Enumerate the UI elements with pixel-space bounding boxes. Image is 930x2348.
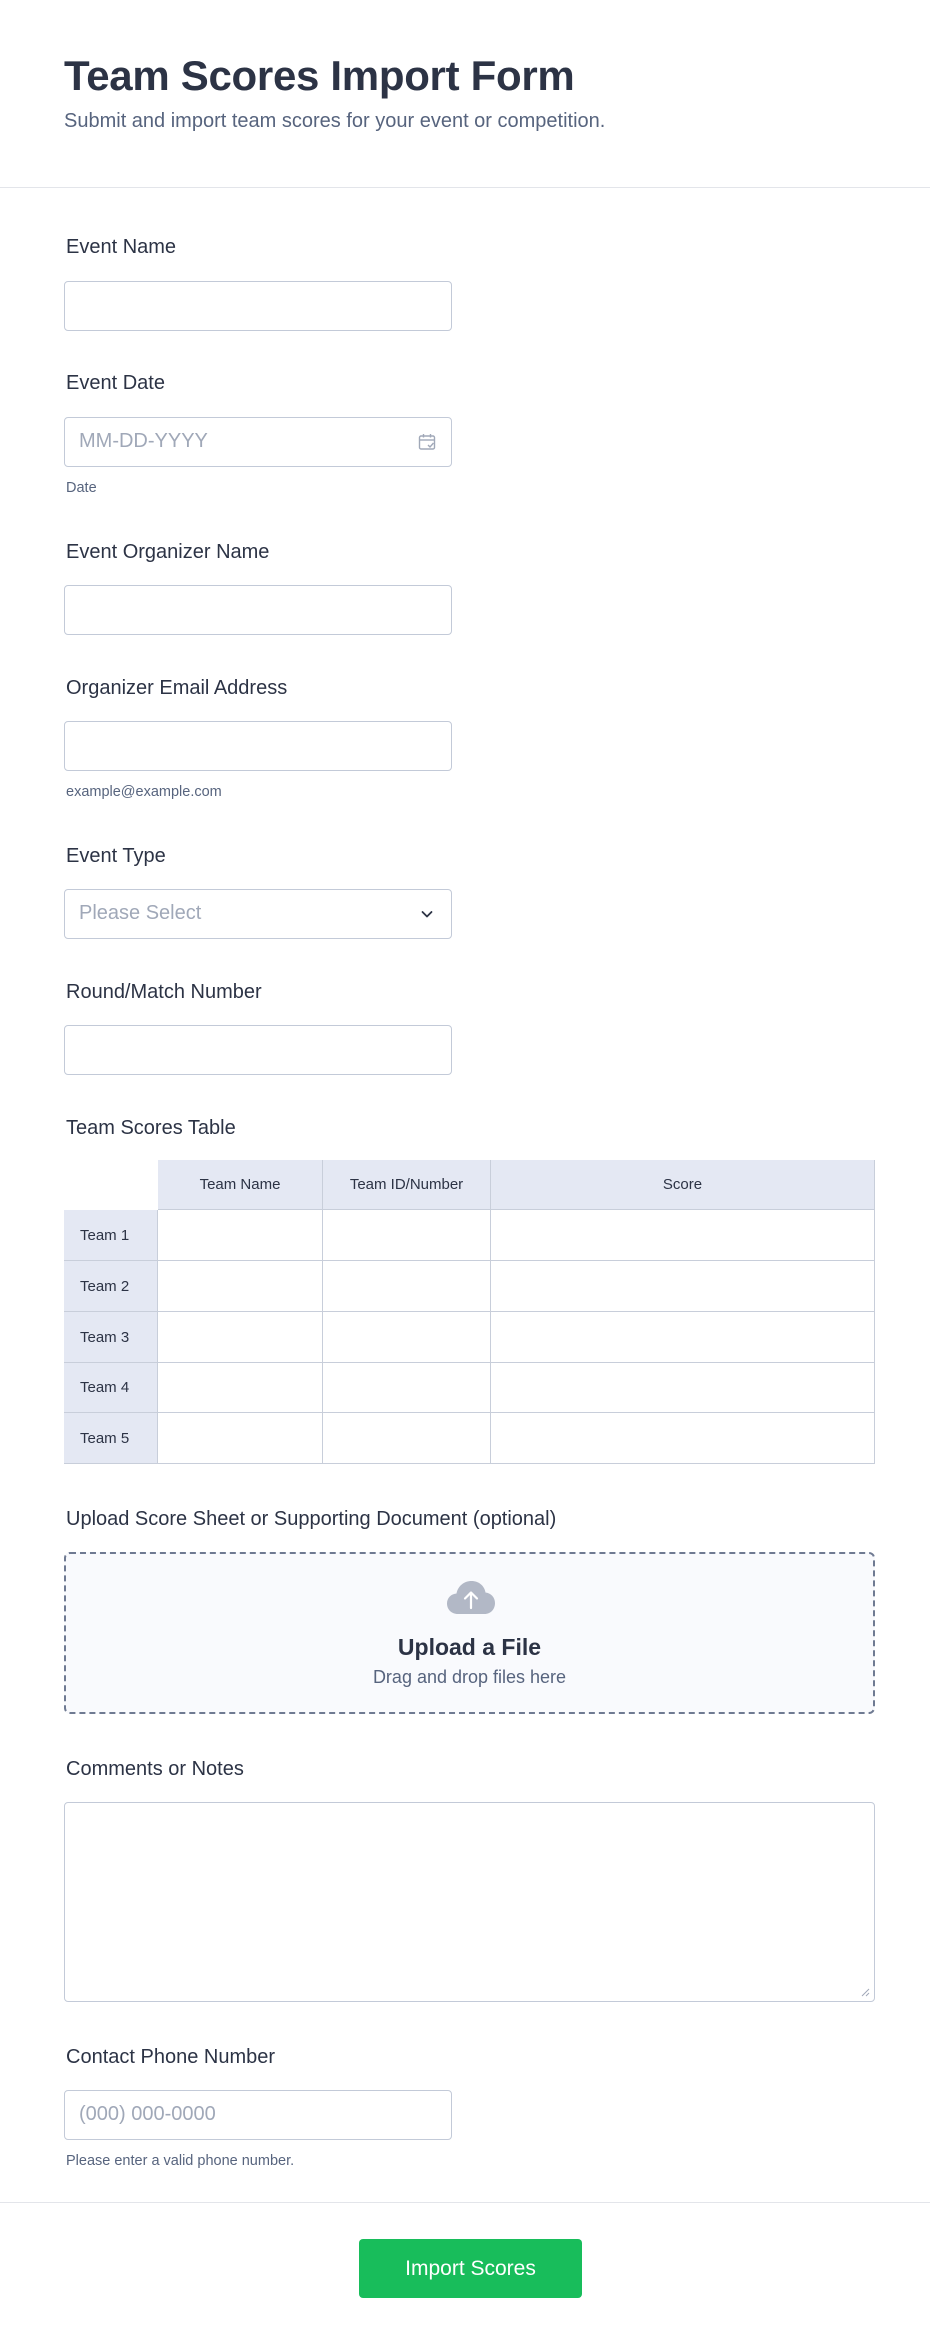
team-1-score-cell[interactable] [491,1210,875,1261]
round-number-label: Round/Match Number [66,981,262,1003]
column-header-team-id: Team ID/Number [323,1160,491,1210]
upload-label: Upload Score Sheet or Supporting Document (optional) [66,1508,557,1530]
comments-textarea[interactable] [64,1802,875,2002]
phone-label: Contact Phone Number [66,2046,276,2068]
organizer-name-input[interactable] [64,585,452,635]
comments-label: Comments or Notes [66,1758,244,1780]
page-subtitle: Submit and import team scores for your event or competition. [64,110,606,132]
phone-placeholder: (000) 000-0000 [79,2103,216,2125]
chevron-down-icon [417,904,437,924]
event-type-label: Event Type [66,845,166,867]
event-date-label: Event Date [66,372,165,394]
event-name-input[interactable] [64,281,452,331]
organizer-email-sublabel: example@example.com [66,784,222,800]
team-3-id-cell[interactable] [323,1312,491,1363]
event-type-select[interactable] [64,889,452,939]
upload-title: Upload a File [397,1634,542,1660]
round-number-input[interactable] [64,1025,452,1075]
column-header-team-name: Team Name [158,1160,323,1210]
team-2-name-cell[interactable] [158,1261,323,1312]
team-4-id-cell[interactable] [323,1363,491,1413]
organizer-email-input[interactable] [64,721,452,771]
event-type-selected: Please Select [79,902,202,924]
cloud-upload-icon [446,1580,496,1616]
upload-subtitle: Drag and drop files here [372,1667,567,1687]
team-3-name-cell[interactable] [158,1312,323,1363]
team-5-id-cell[interactable] [323,1413,491,1464]
organizer-name-label: Event Organizer Name [66,541,270,563]
row-header-team-4: Team 4 [64,1363,158,1413]
phone-input[interactable] [64,2090,452,2140]
team-3-score-cell[interactable] [491,1312,875,1363]
event-name-label: Event Name [66,236,177,258]
form-header [0,0,930,188]
team-5-score-cell[interactable] [491,1413,875,1464]
team-1-name-cell[interactable] [158,1210,323,1261]
team-4-score-cell[interactable] [491,1363,875,1413]
calendar-icon[interactable] [417,432,437,452]
team-scores-table-label: Team Scores Table [66,1117,236,1139]
page-title: Team Scores Import Form [64,52,575,99]
team-1-id-cell[interactable] [323,1210,491,1261]
import-scores-button[interactable]: Import Scores [359,2239,582,2298]
footer-divider [0,2202,930,2203]
team-5-name-cell[interactable] [158,1413,323,1464]
event-date-placeholder: MM-DD-YYYY [79,430,208,452]
phone-sublabel: Please enter a valid phone number. [66,2153,295,2169]
resize-grip-icon[interactable] [860,1987,870,1997]
column-header-score: Score [491,1160,875,1210]
row-header-team-3: Team 3 [64,1312,158,1363]
team-2-score-cell[interactable] [491,1261,875,1312]
team-scores-table [64,1160,875,1464]
row-header-team-2: Team 2 [64,1261,158,1312]
organizer-email-label: Organizer Email Address [66,677,288,699]
team-2-id-cell[interactable] [323,1261,491,1312]
file-upload-dropzone[interactable] [64,1552,875,1714]
team-4-name-cell[interactable] [158,1363,323,1413]
event-date-input[interactable] [64,417,452,467]
row-header-team-1: Team 1 [64,1210,158,1261]
event-date-sublabel: Date [66,480,97,496]
row-header-team-5: Team 5 [64,1413,158,1464]
